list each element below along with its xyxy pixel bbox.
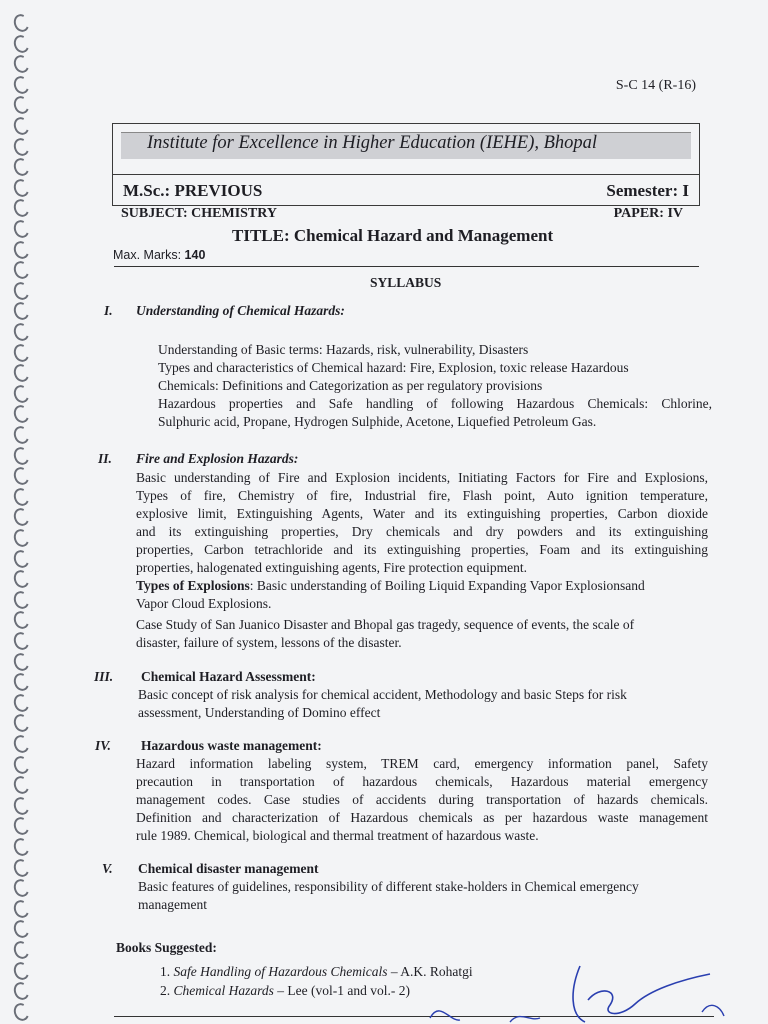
- institute-banner: [112, 123, 700, 175]
- unit-2-line: properties, Carbon tetrachloride and its extinguishing properties, Foam and its extinguishing: [136, 542, 708, 557]
- binding-hole: [11, 1001, 31, 1023]
- explosions-line: Vapor Cloud Explosions.: [136, 596, 272, 611]
- unit-4-line: rule 1989. Chemical, biological and thermal treatment of hazardous waste.: [136, 828, 539, 843]
- binding-hole: [11, 445, 31, 467]
- binding-hole: [11, 136, 31, 158]
- binding-hole: [11, 239, 31, 261]
- binding-hole: [11, 980, 31, 1002]
- unit-2-title: Fire and Explosion Hazards:: [136, 451, 299, 466]
- book-number: 2.: [160, 983, 171, 998]
- binding-hole: [11, 918, 31, 940]
- binding-hole: [11, 857, 31, 879]
- books-heading: Books Suggested:: [116, 940, 217, 955]
- unit-5-line: management: [138, 897, 207, 912]
- binding-hole: [11, 33, 31, 55]
- book-title: Safe Handling of Hazardous Chemicals: [173, 964, 388, 979]
- binding-hole: [11, 651, 31, 673]
- unit-1-line: Sulphuric acid, Propane, Hydrogen Sulphide, Acetone, Liquefied Petroleum Gas.: [158, 414, 597, 429]
- binding-hole: [11, 197, 31, 219]
- book-item: [160, 983, 410, 999]
- binding-hole: [11, 362, 31, 384]
- binding-hole: [11, 321, 31, 343]
- subject-label: SUBJECT: CHEMISTRY: [121, 206, 277, 221]
- unit-2-line: properties, halogenated extinguishing agents, Fire protection equipment.: [136, 560, 528, 575]
- book-author: – Lee (vol-1 and vol.- 2): [273, 983, 410, 998]
- binding-hole: [11, 836, 31, 858]
- binding-hole: [11, 259, 31, 281]
- unit-4-body: [136, 755, 708, 845]
- unit-3-line: assessment, Understanding of Domino effect: [138, 705, 381, 720]
- binding-hole: [11, 403, 31, 425]
- max-marks: [113, 248, 205, 262]
- binding-hole: [11, 960, 31, 982]
- binding-hole: [11, 609, 31, 631]
- binding-hole: [11, 548, 31, 570]
- unit-3-number: III.: [94, 669, 114, 684]
- unit-2-case-study: [136, 616, 708, 652]
- unit-4-line: management codes. Case studies of accidents during transportation of hazards chemicals.: [136, 792, 708, 807]
- binding-hole: [11, 939, 31, 961]
- unit-2-explosions: [136, 577, 708, 613]
- unit-2-body: [136, 469, 708, 577]
- binding-hole: [11, 589, 31, 611]
- binding-hole: [11, 74, 31, 96]
- binding-hole: [11, 12, 31, 34]
- binding-hole: [11, 733, 31, 755]
- binding-hole: [11, 815, 31, 837]
- binding-hole: [11, 280, 31, 302]
- unit-4-title: Hazardous waste management:: [141, 738, 322, 753]
- unit-3-title: Chemical Hazard Assessment:: [141, 669, 316, 684]
- spiral-binding: [8, 14, 32, 1024]
- binding-hole: [11, 877, 31, 899]
- unit-4-line: Hazard information labeling system, TREM card, emergency information panel, Safety: [136, 756, 708, 771]
- unit-2-line: and its extinguishing properties, Dry chemicals and dry powders and its extinguishing: [136, 524, 708, 539]
- binding-hole: [11, 712, 31, 734]
- unit-2-line: Types of fire, Chemistry of fire, Industrial fire, Flash point, Auto ignition temperature,: [136, 488, 708, 503]
- binding-hole: [11, 568, 31, 590]
- unit-2-line: explosive limit, Extinguishing Agents, Water and its extinguishing properties, Carbon dioxide: [136, 506, 708, 521]
- unit-1-line: Understanding of Basic terms: Hazards, risk, vulnerability, Disasters: [158, 342, 529, 357]
- unit-1-title: Understanding of Chemical Hazards:: [136, 303, 345, 318]
- binding-hole: [11, 424, 31, 446]
- binding-hole: [11, 177, 31, 199]
- binding-hole: [11, 486, 31, 508]
- case-study-line: disaster, failure of system, lessons of the disaster.: [136, 635, 402, 650]
- course-label: M.Sc.: PREVIOUS: [123, 181, 263, 200]
- binding-hole: [11, 94, 31, 116]
- unit-2-line: Basic understanding of Fire and Explosion incidents, Initiating Factors for Fire and Explosions,: [136, 470, 708, 485]
- binding-hole: [11, 898, 31, 920]
- paper-label: PAPER: IV: [613, 206, 683, 221]
- unit-1-body: [158, 341, 712, 431]
- unit-5-body: [138, 878, 710, 914]
- binding-hole: [11, 506, 31, 528]
- unit-3-body: [138, 686, 710, 722]
- unit-5-line: Basic features of guidelines, responsibility of different stake-holders in Chemical emergency: [138, 879, 639, 894]
- explosions-line: : Basic understanding of Boiling Liquid Expanding Vapor Explosionsand: [249, 578, 645, 593]
- binding-hole: [11, 630, 31, 652]
- binding-hole: [11, 342, 31, 364]
- unit-4-line: Definition and characterization of Hazardous chemicals as per hazardous waste management: [136, 810, 708, 825]
- semester-label: Semester: I: [606, 181, 689, 200]
- unit-1-line: Types and characteristics of Chemical hazard: Fire, Explosion, toxic release Hazardous: [158, 360, 629, 375]
- binding-hole: [11, 218, 31, 240]
- header-divider: [114, 266, 699, 267]
- binding-hole: [11, 53, 31, 75]
- case-study-line: Case Study of San Juanico Disaster and Bhopal gas tragedy, sequence of events, the scale of: [136, 617, 635, 632]
- max-marks-value: 140: [184, 248, 206, 262]
- document-code: S-C 14 (R-16): [615, 78, 696, 93]
- binding-hole: [11, 774, 31, 796]
- binding-hole: [11, 692, 31, 714]
- explosions-label: Types of Explosions: [136, 578, 250, 593]
- unit-5-number: V.: [102, 861, 113, 876]
- course-title: TITLE: Chemical Hazard and Management: [232, 226, 554, 245]
- book-author: – A.K. Rohatgi: [387, 964, 473, 979]
- unit-5-title: Chemical disaster management: [138, 861, 319, 876]
- binding-hole: [11, 795, 31, 817]
- binding-hole: [11, 465, 31, 487]
- unit-1-line: Chemicals: Definitions and Categorization as per regulatory provisions: [158, 378, 543, 393]
- book-number: 1.: [160, 964, 171, 979]
- unit-2-number: II.: [98, 451, 112, 466]
- syllabus-heading: SYLLABUS: [370, 275, 442, 290]
- unit-1-line: Hazardous properties and Safe handling of following Hazardous Chemicals: Chlorine,: [158, 396, 712, 411]
- binding-hole: [11, 671, 31, 693]
- unit-1-number: I.: [104, 303, 113, 318]
- book-title: Chemical Hazards: [173, 983, 274, 998]
- unit-4-line: precaution in transportation of hazardous chemicals, Hazardous material emergency: [136, 774, 708, 789]
- binding-hole: [11, 383, 31, 405]
- unit-4-number: IV.: [95, 738, 111, 753]
- binding-hole: [11, 300, 31, 322]
- max-marks-label: Max. Marks:: [113, 248, 182, 262]
- signature-scribble: [420, 960, 740, 1024]
- binding-hole: [11, 754, 31, 776]
- unit-3-line: Basic concept of risk analysis for chemical accident, Methodology and basic Steps for risk: [138, 687, 627, 702]
- institute-name: Institute for Excellence in Higher Education (IEHE), Bhopal: [147, 133, 598, 153]
- course-bar: [112, 174, 700, 206]
- binding-hole: [11, 527, 31, 549]
- binding-hole: [11, 115, 31, 137]
- binding-hole: [11, 156, 31, 178]
